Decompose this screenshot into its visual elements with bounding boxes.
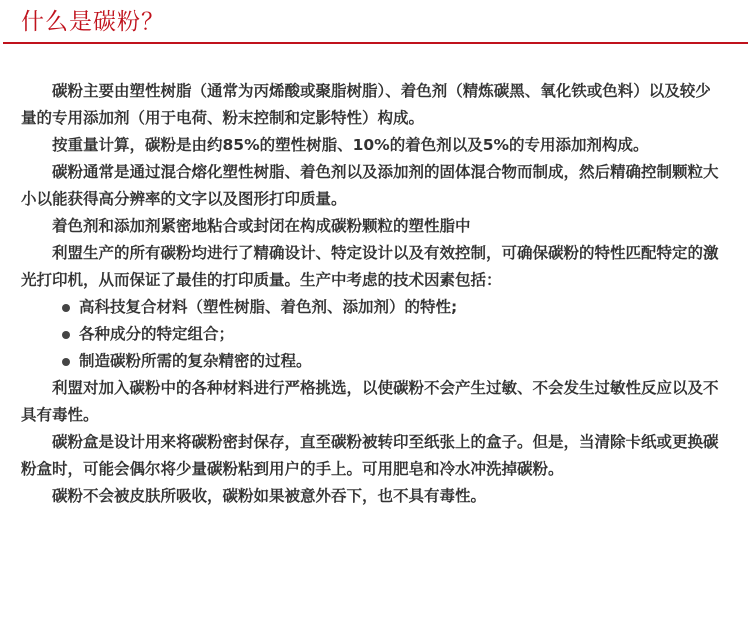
paragraph-material-selection: 利盟对加入碳粉中的各种材料进行严格挑选，以使碳粉不会产生过敏、不会发生过敏性反应以及不具有毒性。 bbox=[21, 379, 719, 424]
paragraph-binding: 着色剂和添加剂紧密地粘合或封闭在构成碳粉颗粒的塑性脂中 bbox=[52, 217, 471, 235]
bullet-dot-icon bbox=[62, 331, 70, 339]
paragraph-cartridge-handling: 碳粉盒是设计用来将碳粉密封保存，直至碳粉被转印至纸张上的盒子。但是，当清除卡纸或更换碳粉盒时，可能会偶尔将少量碳粉粘到用户的手上。可用肥皂和冷水冲洗掉碳粉。 bbox=[21, 433, 719, 478]
bullet-dot-icon bbox=[62, 304, 70, 312]
paragraph-safety: 碳粉不会被皮肤所吸收，碳粉如果被意外吞下，也不具有毒性。 bbox=[52, 487, 487, 505]
title-divider bbox=[3, 42, 748, 44]
page-title: 什么是碳粉？ bbox=[21, 9, 165, 35]
paragraph-weight-ratio: 按重量计算，碳粉是由约85%的塑性树脂、10%的着色剂以及5%的专用添加剂构成。 bbox=[52, 136, 649, 154]
list-item bbox=[61, 294, 726, 321]
page-header bbox=[0, 0, 751, 46]
list-item bbox=[61, 348, 726, 375]
article-body bbox=[21, 78, 726, 510]
list-item-text: 制造碳粉所需的复杂精密的过程。 bbox=[79, 352, 312, 370]
paragraph-manufacturing: 碳粉通常是通过混合熔化塑性树脂、着色剂以及添加剂的固体混合物而制成，然后精确控制颗粒大小以能获得高分辨率的文字以及图形打印质量。 bbox=[21, 163, 719, 208]
paragraph-lexmark-design: 利盟生产的所有碳粉均进行了精确设计、特定设计以及有效控制，可确保碳粉的特性匹配特定的激光打印机，从而保证了最佳的打印质量。生产中考虑的技术因素包括： bbox=[21, 244, 719, 289]
list-item-text: 高科技复合材料（塑性树脂、着色剂、添加剂）的特性; bbox=[79, 298, 458, 316]
bullet-dot-icon bbox=[62, 358, 70, 366]
list-item bbox=[61, 321, 726, 348]
list-item-text: 各种成分的特定组合； bbox=[79, 325, 235, 343]
technical-factors-list bbox=[21, 294, 726, 375]
paragraph-composition: 碳粉主要由塑性树脂（通常为丙烯酸或聚脂树脂）、着色剂（精炼碳黑、氧化铁或色料）以及较少量的专用添加剂（用于电荷、粉末控制和定影特性）构成。 bbox=[21, 82, 711, 127]
